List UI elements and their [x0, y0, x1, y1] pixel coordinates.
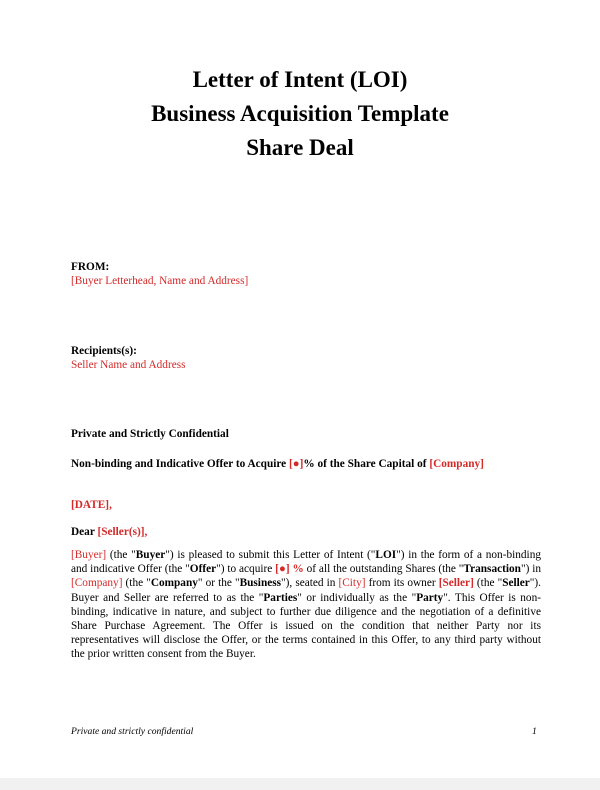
- body-text: " or individually as the ": [297, 591, 417, 604]
- confidential-label: Private and Strictly Confidential: [71, 428, 229, 440]
- salutation-pre: Dear: [71, 526, 98, 538]
- body-text: (the ": [106, 549, 136, 561]
- placeholder-buyer: [Buyer]: [71, 549, 107, 561]
- offer-heading-pct: [●]: [289, 458, 304, 470]
- body-text: ". This Offer is non-binding, indicative in nature, and subject to further due diligence and the negotiation of a definitive Share Purchase Agreement. The Offer is issued on the condition that neither Party nor its representatives will disclose the Offer, or the terms contained in this Offer, to any third party without the prior written consent from the Buyer.: [71, 591, 541, 661]
- body-text: of all the outstanding Shares (the ": [303, 563, 464, 576]
- from-label: FROM:: [71, 261, 110, 273]
- body-paragraph: [71, 548, 541, 662]
- offer-heading: [71, 457, 484, 471]
- term-seller: Seller: [502, 577, 530, 590]
- term-transaction: Transaction: [463, 563, 521, 576]
- offer-heading-mid: % of the Share Capital of: [303, 458, 430, 470]
- body-text: "). Buyer and Seller are referred to as the ": [71, 577, 541, 604]
- term-buyer: Buyer: [135, 549, 166, 561]
- title-line-1: Letter of Intent (LOI): [192, 67, 408, 92]
- from-value: [Buyer Letterhead, Name and Address]: [71, 275, 249, 287]
- term-company: Company: [150, 577, 198, 590]
- placeholder-percent-sign: %: [289, 563, 304, 576]
- body-text: ") to acquire: [216, 563, 276, 576]
- body-text: ") in: [520, 563, 541, 576]
- term-offer: Offer: [189, 563, 217, 576]
- title-line-2: Business Acquisition Template: [151, 101, 449, 126]
- title-line-3: Share Deal: [246, 135, 354, 160]
- salutation-name: [Seller(s)],: [97, 526, 148, 538]
- recipients-label: Recipients(s):: [71, 345, 137, 357]
- body-text: (the ": [473, 577, 503, 590]
- footer-page-number: 1: [532, 726, 537, 737]
- placeholder-city: [City]: [338, 577, 366, 590]
- term-business: Business: [239, 577, 282, 590]
- body-text: " or the ": [197, 577, 240, 590]
- placeholder-company: [Company]: [71, 577, 123, 590]
- term-parties: Parties: [263, 591, 298, 604]
- footer-confidential: Private and strictly confidential: [71, 726, 194, 737]
- body-text: ") in the form of a non-binding and indicative Offer (the ": [71, 549, 541, 576]
- recipients-section: [71, 344, 186, 372]
- body-text: "), seated in: [281, 577, 339, 590]
- date-line: [DATE],: [71, 499, 112, 511]
- recipients-value: Seller Name and Address: [71, 359, 186, 371]
- term-party: Party: [416, 591, 444, 604]
- body-text: ") is pleased to submit this Letter of Intent (": [165, 549, 376, 561]
- placeholder-seller: [Seller]: [438, 577, 474, 590]
- salutation: [71, 525, 147, 539]
- from-section: [71, 260, 248, 288]
- body-text: (the ": [122, 577, 151, 590]
- document-title: [0, 63, 600, 165]
- offer-heading-pre: Non-binding and Indicative Offer to Acquire: [71, 458, 290, 470]
- term-loi: LOI: [375, 549, 397, 561]
- offer-heading-company: [Company]: [429, 458, 484, 470]
- placeholder-percentage: [●]: [275, 563, 290, 576]
- body-text: from its owner: [365, 577, 439, 590]
